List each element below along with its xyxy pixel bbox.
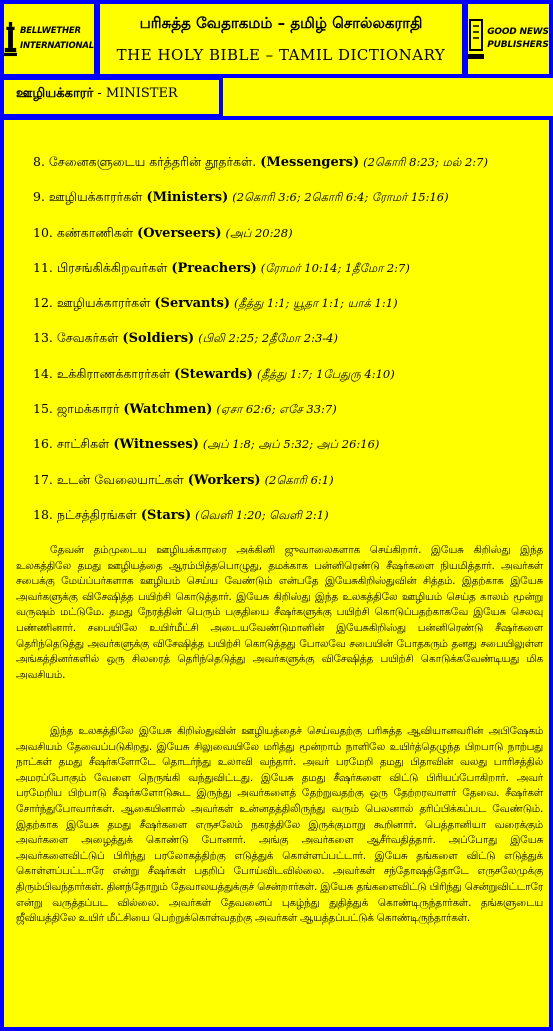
list-item: 12. ஊழியக்காரர்கள் (Servants) (தீத்து 1:1; யூதா 1:1; யாக் 1:1) bbox=[33, 295, 398, 312]
list-item: 17. உடன் வேலையாட்கள் (Workers) (2கொரி 6:1) bbox=[33, 471, 334, 488]
left-logo-line2: INTERNATIONAL bbox=[20, 41, 94, 51]
subheading-english: - MINISTER bbox=[93, 86, 178, 101]
subheading-box bbox=[0, 76, 223, 118]
title-english: THE HOLY BIBLE – TAMIL DICTIONARY bbox=[116, 46, 446, 64]
publisher-logo-right bbox=[464, 0, 553, 78]
bellwether-emblem-icon bbox=[4, 16, 17, 62]
list-item: 11. பிரசங்கிக்கிறவர்கள் (Preachers) (ரோமர் 10:14; 1தீமோ 2:7) bbox=[33, 259, 410, 276]
list-item: 18. நட்சத்திரங்கள் (Stars) (வெளி 1:20; வெளி 2:1) bbox=[33, 506, 329, 523]
subheading-tamil: ஊழியக்காரர் bbox=[16, 86, 94, 101]
list-item: 9. ஊழியக்காரர்கள் (Ministers) (2கொரி 3:6; 2கொரி 6:4; ரோமர் 15:16) bbox=[33, 189, 449, 206]
list-item: 14. உக்கிராணக்காரர்கள் (Stewards) (தீத்து 1:7; 1பேதுரு 4:10) bbox=[33, 365, 395, 382]
minister-titles-list bbox=[33, 154, 488, 542]
list-item: 15. ஜாமக்காரர் (Watchmen) (ஏசா 62:6; எசே 33:7) bbox=[33, 401, 337, 418]
right-logo-line2: PUBLISHERS bbox=[487, 40, 549, 50]
left-logo-line1: BELLWETHER bbox=[20, 26, 81, 36]
publisher-logo-left bbox=[0, 0, 98, 78]
list-item: 8. சேனைகளுடைய கர்த்தரின் தூதர்கள். (Messengers) (2கொரி 8:23; மல் 2:7) bbox=[33, 154, 488, 170]
paragraph-2: இந்த உலகத்திலே இயேசு கிறிஸ்துவின் ஊழியத்தைச் செய்வதற்கு பரிசுத்த ஆவியானவரின் அபிஷேகம் அவசியம் தேவைப்படுகிறது. இயேசு சிலுவையிலே மரித்து மூன்றாம் நாளிலே உயிர்த்தெழுந்த பிறபாடு நாற்பது நாட்கள் தமது சீஷர்களோடே தொடர்ந்து உலாவி வந்தார். அவர் பரமேறி தமது பிதாவின் வலது பாரிசத்தில் அமரப்போகும் வேளை நெருங்கி வந்துவிட்டது. இயேசு தமது சீஷர்களை விட்டு பிரியப்போகிறார். அவர் பரமேறிய பிற்பாடு சீஷர்களோடுகூட இருந்து அவர்களைத் தேற்றுவதற்கு ஒரு தேற்றரவாளர் தேவை. சீஷர்கள் சோர்ந்துபோவார்கள். ஆகையினால் அவர்கள் உன்னதத்திலிருந்து வரும் பெலனால் தரிப்பிக்கப்பட வேண்டும். இதற்காக இயேசு தமது சீஷர்களை எருசலேம் நகரத்திலே இருக்குமாறு கூறினார். பெத்தானியா வரைக்கும் அவர்களை அழைத்துக் கொண்டு போனார். அங்கு அவர்களை ஆசீர்வதித்தார். அப்போது இயேசு அவர்களைவிட்டுப் பிரிந்து பரலோகத்திற்கு எடுத்துக் கொள்ளப்பட்டார். இயேசு தங்களை விட்டு எடுத்துக் கொள்ளப்பட்டாரே என்று சீஷர்கள் பதறிப் போய்விடவில்லை. அவர்கள் சந்தோஷத்தோடே எருசலேமுக்கு திரும்பிவந்தார்கள். தினந்தோறும் தேவாலயத்துக்குச் சென்றார்கள். இயேசு தங்களைவிட்டு பிரிந்து சென்றுவிட்டாரே என்று வருத்தப்பட வில்லை. அவர்கள் தேவனைப் புகழ்ந்து துதித்துக் கொண்டிருந்தார்கள். தங்களுடைய ஜீவியத்திலே உயிர் மீட்சியை பெற்றுக்கொள்வதற்கு அவர்கள் ஆயத்தப்பட்டுக் கொண்டிருந்தார்கள். bbox=[16, 725, 543, 925]
paragraph-1: தேவன் தம்முடைய ஊழியக்காரரை அக்கினி ஜுவாலைகளாக செய்கிறார். இயேசு கிறிஸ்து இந்த உலகத்திலே தமது ஊழியத்தை ஆரம்பித்தபொழுது, தமக்காக பன்னிரெண்டு சீஷர்களை நியமித்தார். அவர்கள் சபைக்கு மேய்ப்பர்களாக ஊழியம் செய்ய வேண்டும் என்பதே இயேசுகிறிஸ்துவின் சித்தம். இதற்காக இயேசு அவர்களுக்கு விசேஷித்த பயிற்சி கொடுத்தார். இயேசு கிறிஸ்து இந்த உலகத்திலே ஊழியம் செய்த காலம் மூன்று வருஷம் மட்டுமே. தமது நேரத்தின் பெரும் பகுதியை சீஷர்களுக்கு பயிற்சி கொடுப்பதற்காகவே இயேசு செலவு பண்ணினார். சபையிலே உயிர்மீட்சி அடையவேண்டுமானின் இயேசுகிறிஸ்து பன்னிரெண்டு சீஷர்களை தெரிந்தெடுத்து அவர்களுக்கு விசேஷித்த பயிற்சி கொடுத்தது போலவே சபையின் போதகரும் தனது சபையிலுள்ள அங்கத்தினர்களில் ஒரு சிலரைத் தெரிந்தெடுத்து அவர்களுக்கு விசேஷித்த பயிற்சி கொடுக்கவேண்டியது மிக அவசியம். bbox=[16, 544, 543, 681]
content-area bbox=[0, 116, 553, 1031]
list-item: 16. சாட்சிகள் (Witnesses) (அப் 1:8; அப் 5:32; அப் 26:16) bbox=[33, 436, 380, 453]
list-item: 13. சேவகர்கள் (Soldiers) (பிலி 2:25; 2தீமோ 2:3-4) bbox=[33, 330, 338, 347]
title-box bbox=[96, 0, 466, 78]
title-tamil: பரிசுத்த வேதாகமம் – தமிழ் சொல்லகராதி bbox=[139, 14, 423, 32]
right-logo-line1: GOOD NEWS bbox=[487, 27, 549, 37]
good-news-emblem-icon bbox=[468, 16, 484, 62]
list-item: 10. கண்காணிகள் (Overseers) (அப் 20:28) bbox=[33, 224, 293, 241]
subheading bbox=[4, 80, 219, 102]
